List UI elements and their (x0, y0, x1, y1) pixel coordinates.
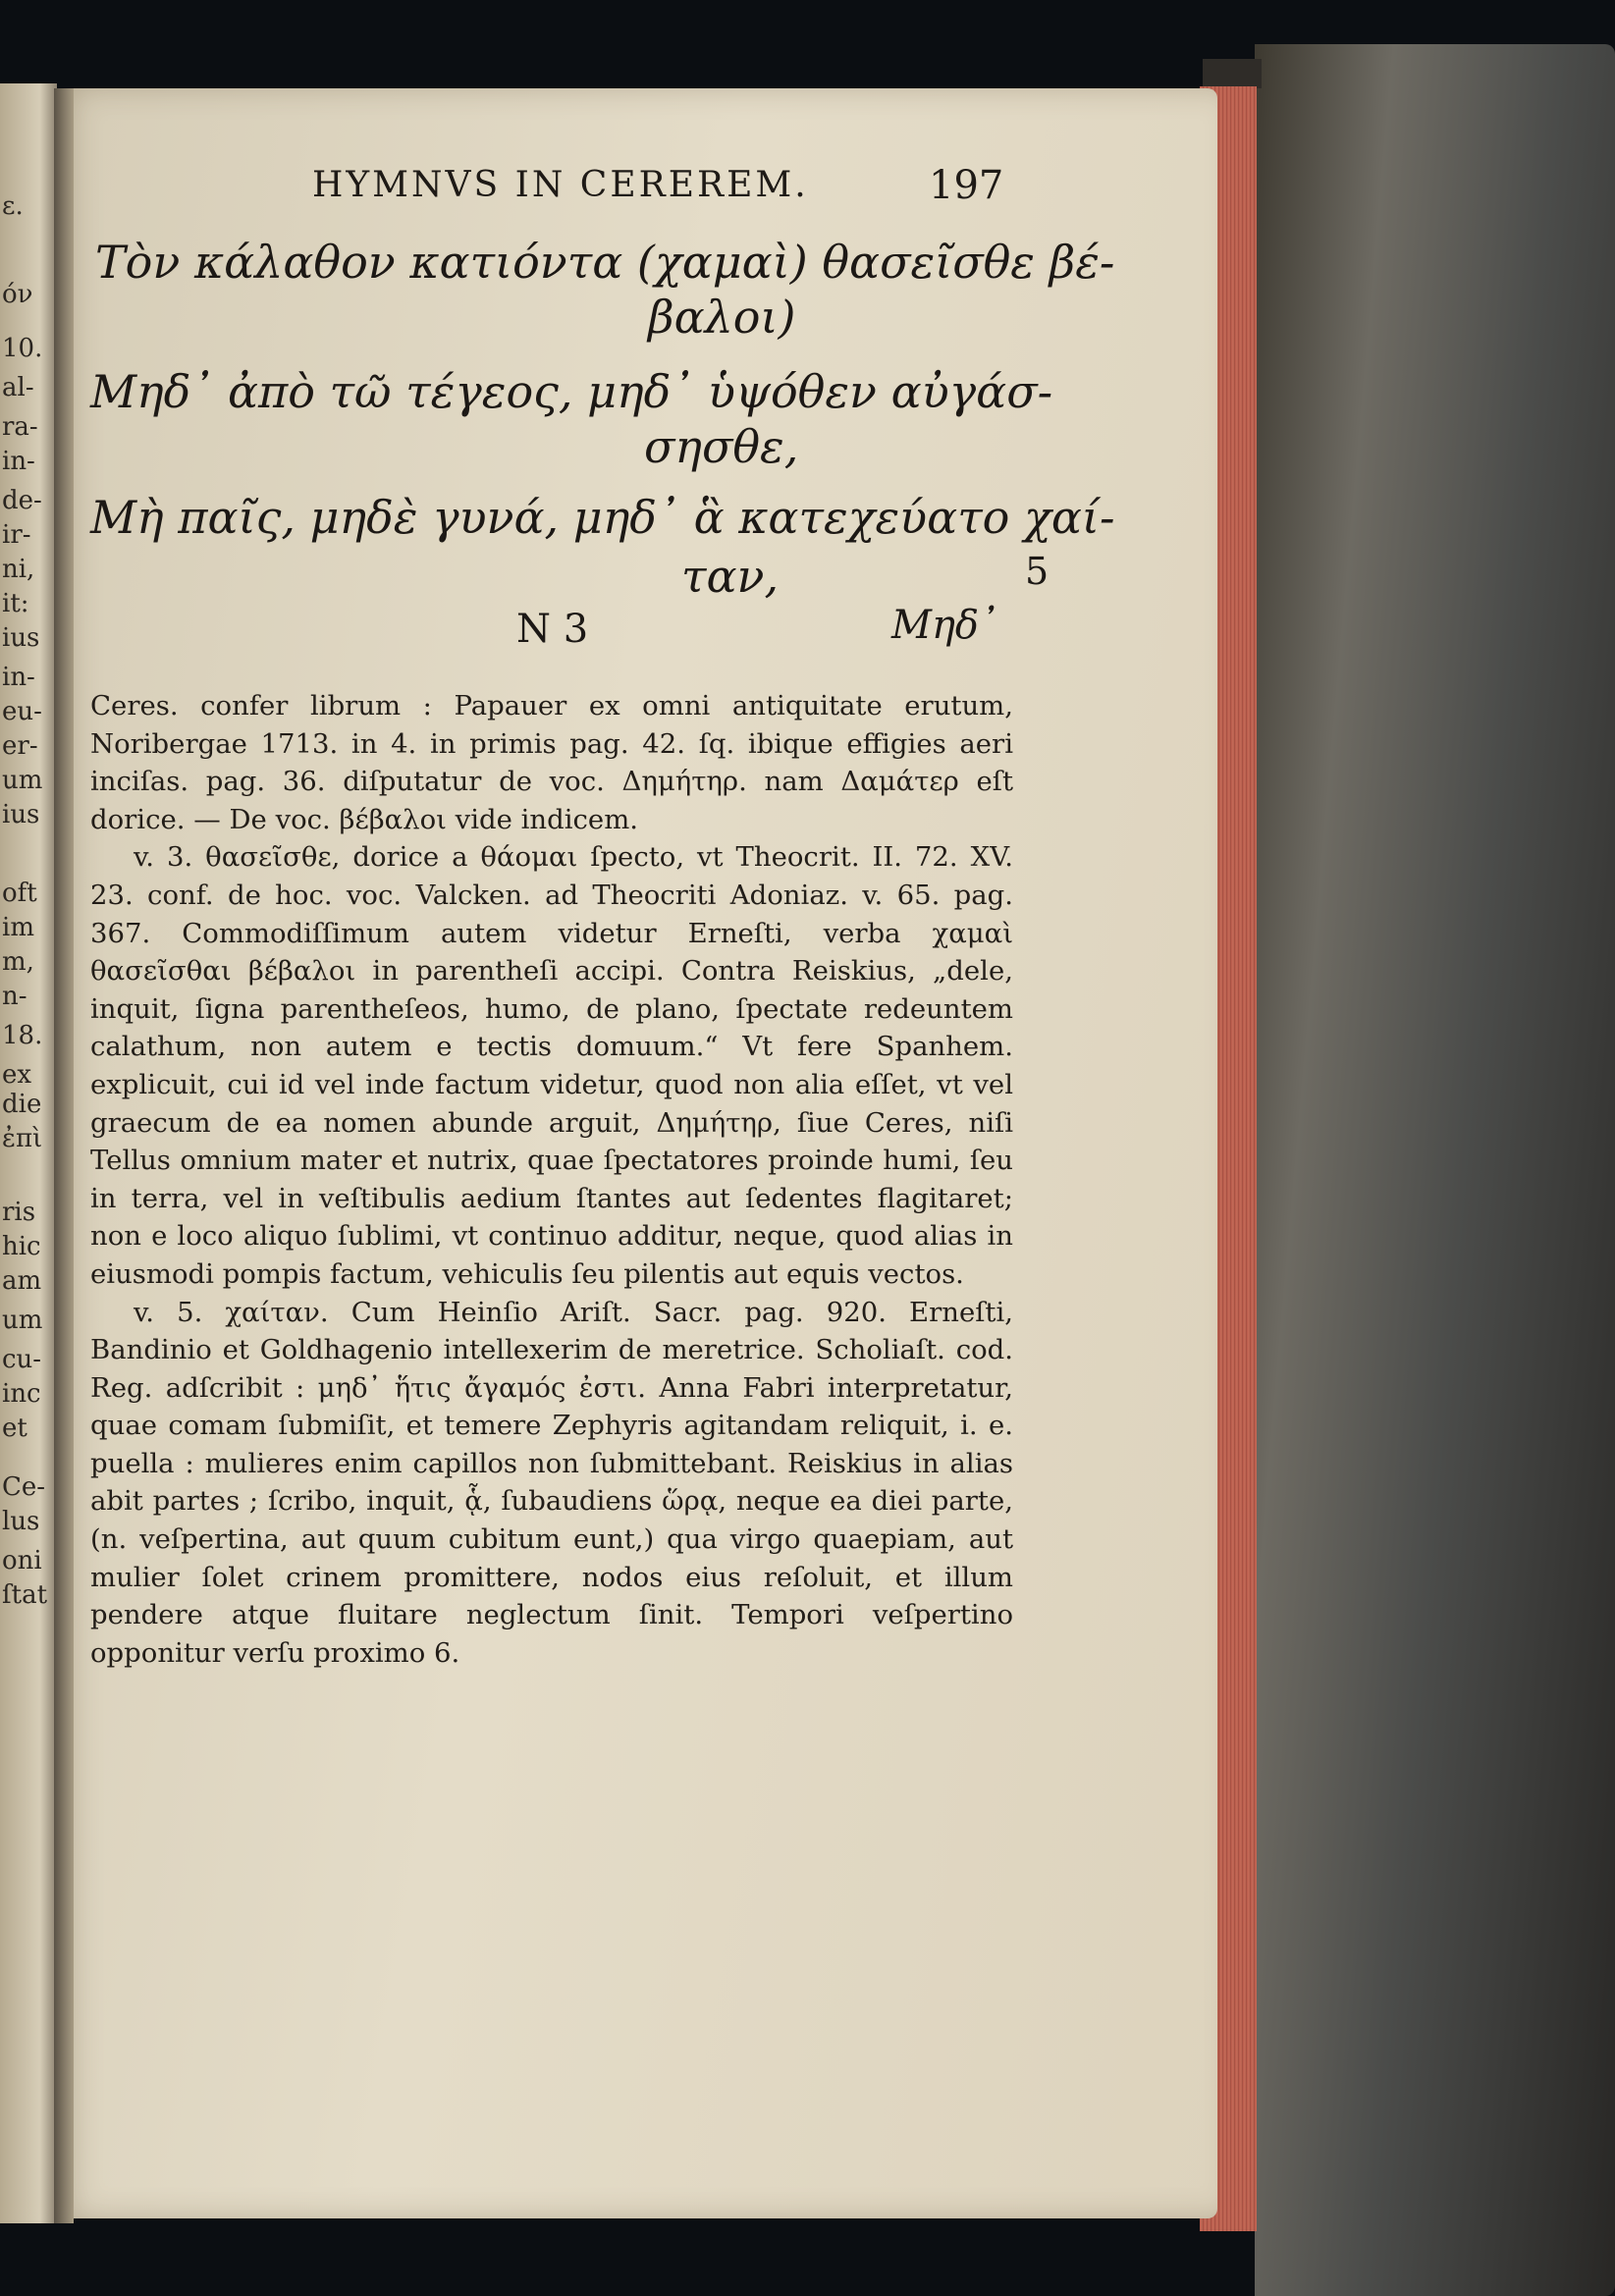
facing-page-fragment: ſtat (2, 1580, 48, 1610)
verse-line: Μὴ παῖς, μηδὲ γυνά, μηδ᾽ ἃ κατεχεύατο χαί- (90, 491, 1115, 544)
verse-line: Μηδ᾽ ἀπὸ τῶ τέγεος, μηδ᾽ ὑψόθεν αὐγάσ- (90, 365, 1053, 418)
note-paragraph: Ceres. confer librum : Papauer ex omni antiquitate erutum, Noribergae 1713. in 4. in primis pag. 42. ſq. ibique effigies aeri inciſas. pag. 36. diſputatur de voc. Δημήτηρ. nam Δαμάτερ eſt dorice. — De voc. βέβαλοι vide indicem. (90, 690, 1013, 835)
running-head: HYMNVS IN CEREREM. (312, 165, 809, 205)
facing-page-fragment: 10. (2, 334, 43, 363)
facing-page-fragment: ex (2, 1060, 32, 1090)
facing-page-fragment: al- (2, 373, 34, 402)
facing-page-fragment: ra- (2, 412, 38, 442)
verse-line: σησθε, (644, 420, 799, 473)
facing-page-fragment: in- (2, 663, 35, 692)
facing-page-fragment: eu- (2, 697, 42, 726)
verse-number: 5 (1025, 550, 1050, 593)
facing-page-fragment: in- (2, 447, 35, 476)
facing-page-fragment: m, (2, 947, 34, 977)
verse-line: Τὸν κάλαθον κατιόντα (χαμαὶ) θασεῖσθε βέ- (95, 236, 1115, 289)
verse-line: βαλοι) (648, 291, 796, 344)
facing-page-fragment: im (2, 913, 34, 942)
facing-page-edge (0, 83, 57, 2223)
facing-page-fragment: am (2, 1266, 42, 1296)
commentary-notes (90, 687, 1013, 1672)
signature-mark: N 3 (516, 607, 589, 652)
facing-page-fragment: er- (2, 731, 38, 761)
facing-page-fragment: et (2, 1414, 27, 1443)
facing-page-fragment: ε. (2, 191, 24, 221)
facing-page-fragment: it: (2, 589, 29, 618)
facing-page-fragment: ius (2, 800, 40, 829)
gutter-shadow (54, 88, 74, 2223)
facing-page-fragment: Ce- (2, 1472, 46, 1502)
facing-page-fragment: lus (2, 1507, 40, 1536)
page-number: 197 (929, 163, 1004, 208)
facing-page-fragment: de- (2, 486, 42, 515)
verse-line: ταν, (681, 550, 780, 603)
book-cover (1255, 44, 1615, 2296)
binding-top (1203, 59, 1262, 88)
facing-page-fragment: oni (2, 1546, 42, 1575)
facing-page-fragment: um (2, 1306, 43, 1335)
facing-page-fragment: όν (2, 280, 33, 309)
facing-page-fragment: cu- (2, 1345, 42, 1374)
facing-page-fragment: um (2, 766, 43, 795)
facing-page-fragment: die (2, 1090, 42, 1119)
facing-page-fragment: ἐπὶ (2, 1124, 43, 1153)
facing-page-fragment: ni, (2, 555, 35, 584)
catchword: Μηδ᾽ (891, 603, 999, 648)
facing-page-fragment: ir- (2, 520, 31, 550)
facing-page-fragment: n- (2, 982, 27, 1011)
facing-page-fragment: ris (2, 1198, 36, 1227)
facing-page-fragment: inc (2, 1379, 41, 1409)
facing-page-fragment: 18. (2, 1021, 43, 1050)
note-paragraph: v. 5. χαίταν. Cum Heinſio Ariſt. Sacr. pag. 920. Erneſti, Bandinio et Goldhagenio intellexerim de meretrice. Scholiaſt. cod. Reg. adſcribit : μηδ᾽ ἥτις ἄγαμός ἐστι. Anna Fabri interpretatur, quae comam ſubmiſit, et temere Zephyris agitandam reliquit, i. e. puella : mulieres enim capillos non ſubmittebant. Reiskius in alias abit partes ; ſcribo, inquit, ᾇ, ſubaudiens ὥρᾳ, neque ea diei parte, (n. veſpertina, aut quum cubitum eunt,) qua virgo quaepiam, aut mulier ſolet crinem promittere, nodos eius reſoluit, et illum pendere atque fluitare neglectum ſinit. Tempori veſpertino opponitur verſu proximo 6. (90, 1296, 1013, 1669)
facing-page-fragment: ius (2, 623, 40, 653)
facing-page-fragment: hic (2, 1232, 41, 1261)
note-paragraph: v. 3. θασεῖσθε, dorice a θάομαι ſpecto, vt Theocrit. II. 72. XV. 23. conf. de hoc. voc. Valcken. ad Theocriti Adoniaz. v. 65. pag. 367. Commodiſſimum autem videtur Erneſti, verba χαμαὶ θασεῖσθαι βέβαλοι in parentheſi accipi. Contra Reiskius, „dele, inquit, ſigna parentheſeos, humo, de plano, ſpectate redeuntem calathum, non autem e tectis domuum.“ Vt fere Spanhem. explicuit, cui id vel inde factum videtur, quod non alia eſſet, vt vel graecum de ea nomen abunde arguit, Δημήτηρ, ſiue Ceres, niſi Tellus omnium mater et nutrix, quae ſpectatores proinde humi, ſeu in terra, vel in veſtibulis aedium ſtantes aut ſedentes flagitaret; non e loco aliquo ſublimi, vt continuo additur, neque, quod alias in eiusmodi pompis factum, vehiculis ſeu pilentis aut equis vectos. (90, 841, 1013, 1290)
facing-page-fragment: oft (2, 879, 37, 908)
